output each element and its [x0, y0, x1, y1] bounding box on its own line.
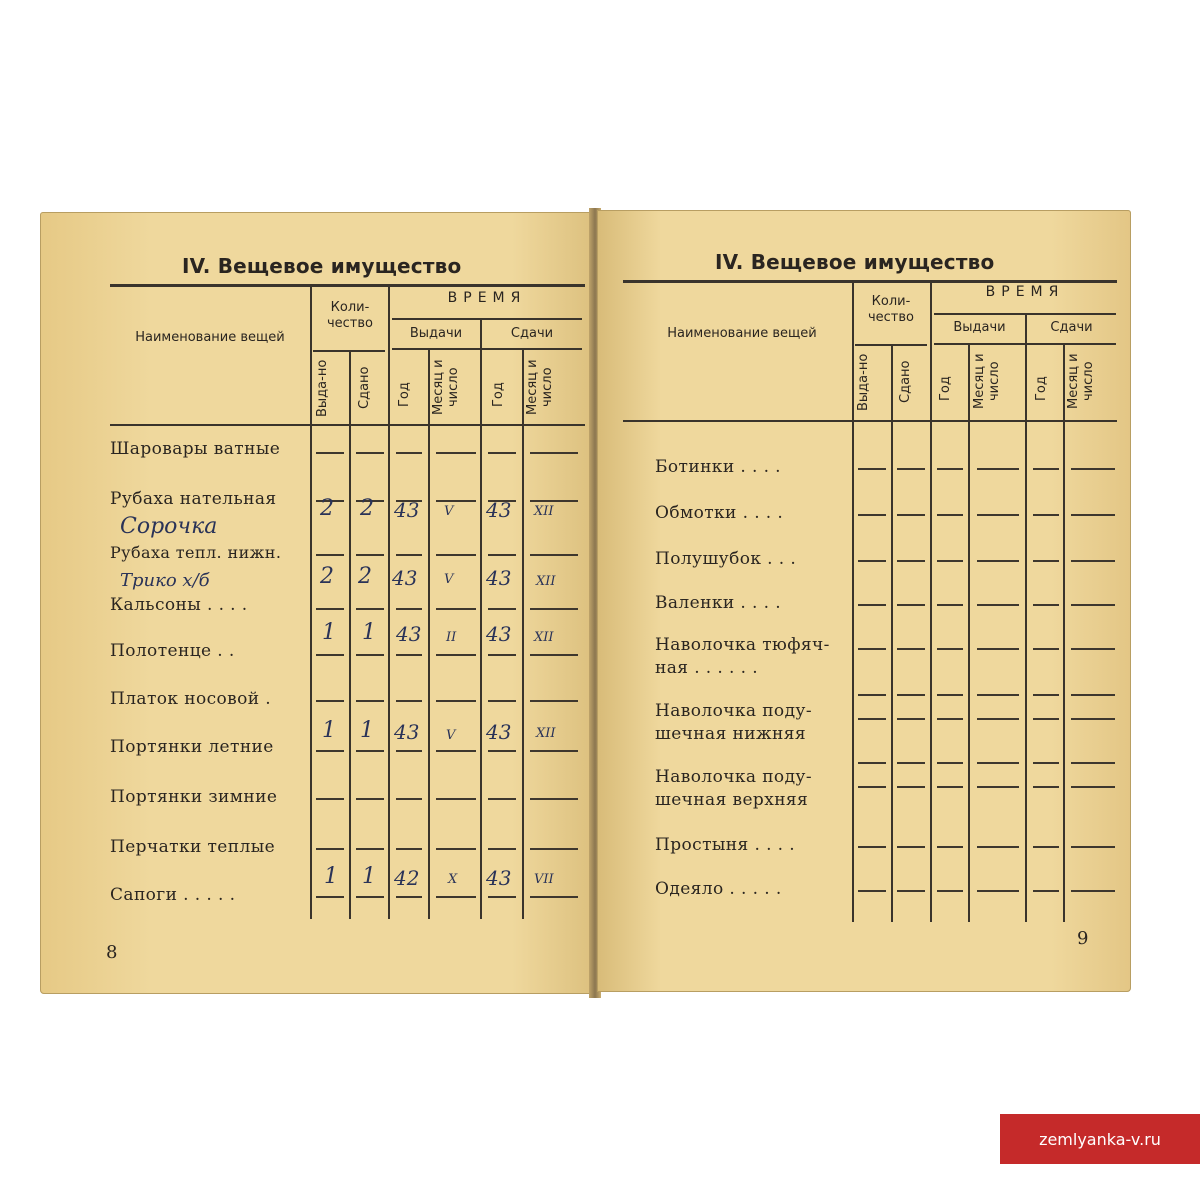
- item-label: Полотенце . .: [110, 641, 235, 661]
- cell-dash: [1033, 890, 1059, 892]
- cell-dash: [1033, 762, 1059, 764]
- cell-dash: [530, 500, 578, 502]
- issue-header: Выдачи: [953, 320, 1006, 335]
- cell-dash: [396, 554, 422, 556]
- entry-issued: 1: [322, 620, 336, 645]
- cell-dash: [436, 750, 476, 752]
- column-divider: [522, 350, 524, 919]
- cell-dash: [396, 750, 422, 752]
- header-bottom-rule: [110, 424, 585, 426]
- cell-dash: [356, 608, 384, 610]
- item-label: Наволочка тюфяч-ная . . . . . .: [655, 635, 830, 678]
- cell-dash: [316, 750, 344, 752]
- entry-issue-year: 43: [396, 622, 422, 646]
- cell-dash: [897, 468, 925, 470]
- cell-dash: [937, 694, 963, 696]
- entry-return-month: XII: [534, 630, 554, 645]
- quantity-header: Коли-чество: [867, 294, 914, 326]
- column-divider: [1063, 344, 1065, 922]
- cell-dash: [530, 608, 578, 610]
- cell-dash: [1033, 648, 1059, 650]
- cell-dash: [858, 890, 886, 892]
- handwritten-note: Сорочка: [120, 514, 218, 539]
- year-header: Год: [397, 382, 412, 408]
- title-rule: [110, 284, 585, 287]
- column-divider: [428, 350, 430, 919]
- year-header: Год: [1034, 376, 1049, 402]
- page-right: [597, 210, 1131, 992]
- returned-qty-header: Сдано: [898, 360, 913, 404]
- cell-dash: [396, 848, 422, 850]
- cell-dash: [1071, 514, 1115, 516]
- open-booklet: [28, 198, 1110, 1004]
- cell-dash: [1071, 604, 1115, 606]
- column-divider: [310, 287, 312, 919]
- cell-dash: [977, 560, 1019, 562]
- cell-dash: [1071, 694, 1115, 696]
- cell-dash: [1071, 846, 1115, 848]
- name-column-header: Наименование вещей: [667, 326, 817, 341]
- cell-dash: [436, 608, 476, 610]
- cell-dash: [897, 762, 925, 764]
- cell-dash: [488, 700, 516, 702]
- item-label: Наволочка поду-шечная верхняя: [655, 767, 812, 810]
- header-rule: [934, 343, 1116, 345]
- page-title: IV. Вещевое имущество: [715, 250, 995, 274]
- cell-dash: [436, 654, 476, 656]
- entry-issue-year: 43: [394, 498, 420, 522]
- cell-dash: [858, 762, 886, 764]
- item-label: Рубаха нательная: [110, 489, 277, 509]
- cell-dash: [977, 786, 1019, 788]
- cell-dash: [897, 560, 925, 562]
- entry-return-year: 43: [486, 866, 512, 890]
- entry-issue-month: V: [444, 504, 454, 519]
- item-label: Портянки летние: [110, 737, 274, 757]
- header-rule: [934, 313, 1116, 315]
- cell-dash: [316, 452, 344, 454]
- cell-dash: [1071, 890, 1115, 892]
- watermark-label: zemlyanka-v.ru: [1000, 1114, 1200, 1164]
- cell-dash: [1071, 718, 1115, 720]
- cell-dash: [897, 604, 925, 606]
- item-label: Полушубок . . .: [655, 549, 797, 569]
- entry-issue-year: 42: [394, 866, 420, 890]
- item-label: Перчатки теплые: [110, 837, 276, 857]
- entry-return-month: XII: [536, 726, 556, 741]
- entry-return-year: 43: [486, 498, 512, 522]
- page-number: 9: [1077, 928, 1089, 949]
- header-rule: [855, 344, 927, 346]
- cell-dash: [897, 786, 925, 788]
- cell-dash: [356, 654, 384, 656]
- page-left: [40, 212, 595, 994]
- header-bottom-rule: [623, 420, 1117, 422]
- issue-header: Выдачи: [409, 326, 463, 341]
- cell-dash: [1033, 468, 1059, 470]
- cell-dash: [530, 654, 578, 656]
- cell-dash: [436, 500, 476, 502]
- cell-dash: [858, 846, 886, 848]
- month-day-header: Месяц и число: [431, 359, 461, 415]
- cell-dash: [488, 750, 516, 752]
- cell-dash: [356, 750, 384, 752]
- title-rule: [623, 280, 1117, 283]
- cell-dash: [356, 554, 384, 556]
- cell-dash: [488, 654, 516, 656]
- cell-dash: [316, 700, 344, 702]
- issued-qty-header: Выда-но: [856, 353, 871, 411]
- entry-returned: 1: [362, 864, 376, 889]
- cell-dash: [858, 718, 886, 720]
- cell-dash: [436, 452, 476, 454]
- entry-returned: 1: [360, 718, 374, 743]
- entry-issued: 1: [324, 864, 338, 889]
- cell-dash: [530, 848, 578, 850]
- entry-returned: 1: [362, 620, 376, 645]
- cell-dash: [396, 608, 422, 610]
- entry-return-month: VII: [534, 872, 554, 887]
- column-divider: [1025, 314, 1027, 922]
- cell-dash: [858, 694, 886, 696]
- cell-dash: [436, 896, 476, 898]
- column-divider: [480, 318, 482, 919]
- cell-dash: [937, 762, 963, 764]
- cell-dash: [316, 554, 344, 556]
- item-label: Валенки . . . .: [655, 593, 782, 613]
- cell-dash: [530, 554, 578, 556]
- cell-dash: [356, 452, 384, 454]
- item-label: Наволочка поду-шечная нижняя: [655, 701, 812, 744]
- cell-dash: [937, 514, 963, 516]
- cell-dash: [1071, 648, 1115, 650]
- year-header: Год: [938, 376, 953, 402]
- cell-dash: [316, 608, 344, 610]
- cell-dash: [1071, 762, 1115, 764]
- cell-dash: [897, 694, 925, 696]
- cell-dash: [488, 608, 516, 610]
- cell-dash: [977, 846, 1019, 848]
- cell-dash: [316, 798, 344, 800]
- cell-dash: [436, 798, 476, 800]
- entry-issue-month: X: [448, 872, 458, 887]
- item-label: Шаровары ватные: [110, 439, 281, 459]
- cell-dash: [897, 514, 925, 516]
- cell-dash: [1033, 560, 1059, 562]
- cell-dash: [396, 896, 422, 898]
- entry-return-month: XII: [534, 504, 554, 519]
- cell-dash: [977, 648, 1019, 650]
- item-label: Портянки зимние: [110, 787, 278, 807]
- cell-dash: [1033, 718, 1059, 720]
- time-header: ВРЕМЯ: [985, 284, 1065, 300]
- cell-dash: [488, 554, 516, 556]
- cell-dash: [858, 514, 886, 516]
- cell-dash: [977, 718, 1019, 720]
- month-day-header: Месяц и число: [1066, 353, 1096, 409]
- return-header: Сдачи: [1050, 320, 1093, 335]
- entry-issue-year: 43: [392, 566, 418, 590]
- entry-return-year: 43: [486, 622, 512, 646]
- item-label: Одеяло . . . . .: [655, 879, 782, 899]
- cell-dash: [396, 700, 422, 702]
- column-divider: [891, 344, 893, 922]
- column-divider: [388, 287, 390, 919]
- cell-dash: [1033, 514, 1059, 516]
- returned-qty-header: Сдано: [357, 366, 372, 410]
- header-rule: [313, 350, 385, 352]
- cell-dash: [937, 890, 963, 892]
- issued-qty-header: Выда-но: [315, 359, 330, 417]
- entry-issue-month: II: [446, 630, 457, 645]
- cell-dash: [530, 452, 578, 454]
- entry-issue-year: 43: [394, 720, 420, 744]
- item-label: Платок носовой .: [110, 689, 272, 709]
- entry-issued: 2: [320, 496, 334, 521]
- cell-dash: [436, 700, 476, 702]
- header-rule: [392, 348, 582, 350]
- cell-dash: [1033, 604, 1059, 606]
- page-title: IV. Вещевое имущество: [182, 254, 462, 278]
- cell-dash: [858, 648, 886, 650]
- cell-dash: [530, 700, 578, 702]
- year-header: Год: [491, 382, 506, 408]
- cell-dash: [937, 648, 963, 650]
- cell-dash: [356, 896, 384, 898]
- cell-dash: [316, 896, 344, 898]
- cell-dash: [436, 554, 476, 556]
- cell-dash: [316, 654, 344, 656]
- return-header: Сдачи: [510, 326, 554, 341]
- entry-issued: 2: [320, 564, 334, 589]
- entry-returned: 2: [358, 564, 372, 589]
- column-divider: [349, 350, 351, 919]
- item-label: Сапоги . . . . .: [110, 885, 236, 905]
- handwritten-note: Трико х/б: [120, 570, 210, 591]
- entry-issued: 1: [322, 718, 336, 743]
- month-day-header: Месяц и число: [525, 359, 555, 415]
- cell-dash: [356, 700, 384, 702]
- cell-dash: [356, 848, 384, 850]
- cell-dash: [1071, 468, 1115, 470]
- item-label: Рубаха тепл. нижн.: [110, 543, 282, 562]
- cell-dash: [396, 452, 422, 454]
- cell-dash: [977, 762, 1019, 764]
- cell-dash: [937, 560, 963, 562]
- cell-dash: [977, 890, 1019, 892]
- cell-dash: [488, 798, 516, 800]
- item-label: Кальсоны . . . .: [110, 595, 248, 615]
- column-divider: [852, 282, 854, 922]
- entry-return-month: XII: [536, 574, 556, 589]
- cell-dash: [937, 468, 963, 470]
- column-divider: [930, 282, 932, 922]
- cell-dash: [488, 896, 516, 898]
- cell-dash: [937, 604, 963, 606]
- cell-dash: [530, 750, 578, 752]
- cell-dash: [436, 848, 476, 850]
- cell-dash: [1071, 560, 1115, 562]
- cell-dash: [897, 846, 925, 848]
- item-label: Простыня . . . .: [655, 835, 796, 855]
- item-label: Ботинки . . . .: [655, 457, 781, 477]
- cell-dash: [1033, 694, 1059, 696]
- cell-dash: [1071, 786, 1115, 788]
- column-divider: [968, 344, 970, 922]
- cell-dash: [1033, 846, 1059, 848]
- cell-dash: [396, 654, 422, 656]
- cell-dash: [1033, 786, 1059, 788]
- cell-dash: [937, 846, 963, 848]
- cell-dash: [897, 648, 925, 650]
- cell-dash: [897, 718, 925, 720]
- entry-return-year: 43: [486, 720, 512, 744]
- quantity-header: Коли-чество: [326, 300, 373, 332]
- cell-dash: [356, 798, 384, 800]
- cell-dash: [858, 560, 886, 562]
- cell-dash: [858, 468, 886, 470]
- month-day-header: Месяц и число: [972, 353, 1002, 409]
- item-label: Обмотки . . . .: [655, 503, 784, 523]
- cell-dash: [530, 798, 578, 800]
- cell-dash: [977, 604, 1019, 606]
- cell-dash: [858, 604, 886, 606]
- cell-dash: [488, 848, 516, 850]
- cell-dash: [977, 514, 1019, 516]
- page-number: 8: [106, 942, 118, 963]
- entry-issue-month: V: [444, 572, 454, 587]
- entry-returned: 2: [360, 496, 374, 521]
- cell-dash: [396, 798, 422, 800]
- cell-dash: [897, 890, 925, 892]
- cell-dash: [937, 718, 963, 720]
- cell-dash: [977, 468, 1019, 470]
- cell-dash: [316, 848, 344, 850]
- cell-dash: [977, 694, 1019, 696]
- entry-return-year: 43: [486, 566, 512, 590]
- cell-dash: [488, 452, 516, 454]
- entry-issue-month: V: [446, 728, 456, 743]
- cell-dash: [858, 786, 886, 788]
- cell-dash: [937, 786, 963, 788]
- header-rule: [392, 318, 582, 320]
- time-header: ВРЕМЯ: [447, 290, 527, 306]
- name-column-header: Наименование вещей: [135, 330, 285, 345]
- cell-dash: [530, 896, 578, 898]
